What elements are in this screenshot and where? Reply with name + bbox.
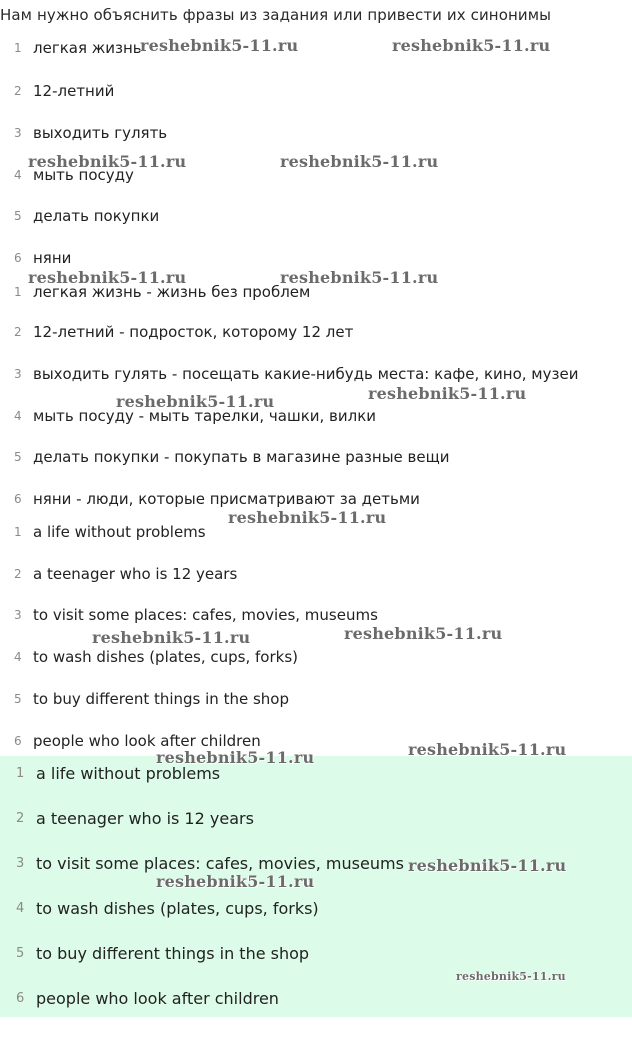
watermark-text: reshebnik5-11.ru — [140, 36, 299, 55]
item-text: a life without problems — [33, 523, 206, 541]
item-number: 4 — [16, 900, 25, 916]
item-number: 1 — [14, 41, 22, 55]
item-number: 1 — [16, 765, 25, 781]
item-number: 6 — [14, 734, 22, 748]
item-text: to wash dishes (plates, cups, forks) — [36, 898, 319, 918]
item-text: to visit some places: cafes, movies, museums — [33, 606, 378, 624]
item-text: 12-летний - подросток, которому 12 лет — [33, 323, 354, 341]
item-text: a teenager who is 12 years — [33, 565, 238, 583]
watermark-text: reshebnik5-11.ru — [344, 624, 503, 643]
item-text: легкая жизнь — [33, 39, 142, 57]
item-text: a teenager who is 12 years — [36, 808, 254, 828]
item-text: выходить гулять - посещать какие-нибудь места: кафе, кино, музеи — [33, 365, 579, 383]
item-text: делать покупки — [33, 207, 160, 225]
item-number: 3 — [14, 126, 22, 140]
watermark-text: reshebnik5-11.ru — [408, 740, 567, 759]
item-text: to wash dishes (plates, cups, forks) — [33, 648, 298, 666]
item-text: няни - люди, которые присматривают за детьми — [33, 490, 420, 508]
watermark-text: reshebnik5-11.ru — [280, 152, 439, 171]
watermark-text: reshebnik5-11.ru — [156, 872, 315, 891]
watermark-text: reshebnik5-11.ru — [368, 384, 527, 403]
item-text: people who look after children — [36, 988, 279, 1008]
watermark-text: reshebnik5-11.ru — [116, 392, 275, 411]
watermark-text: reshebnik5-11.ru — [92, 628, 251, 647]
watermark-text: reshebnik5-11.ru — [408, 856, 567, 875]
item-number: 3 — [16, 855, 25, 871]
intro-text: Нам нужно объяснить фразы из задания или привести их синонимы — [0, 6, 552, 24]
watermark-text: reshebnik5-11.ru — [456, 970, 566, 983]
item-number: 4 — [14, 409, 22, 423]
item-number: 5 — [14, 450, 22, 464]
item-number: 6 — [14, 492, 22, 506]
item-text: to buy different things in the shop — [36, 943, 310, 963]
item-number: 3 — [14, 367, 22, 381]
watermark-text: reshebnik5-11.ru — [228, 508, 387, 527]
item-number: 6 — [16, 990, 25, 1006]
item-number: 4 — [14, 650, 22, 664]
watermark-text: reshebnik5-11.ru — [156, 748, 315, 767]
watermark-text: reshebnik5-11.ru — [392, 36, 551, 55]
item-number: 1 — [14, 525, 22, 539]
watermark-text: reshebnik5-11.ru — [280, 268, 439, 287]
item-number: 2 — [14, 567, 22, 581]
watermark-text: reshebnik5-11.ru — [28, 152, 187, 171]
item-number: 2 — [14, 325, 22, 339]
item-text: легкая жизнь - жизнь без проблем — [33, 283, 311, 301]
item-text: мыть посуду — [33, 166, 134, 184]
item-number: 5 — [14, 692, 22, 706]
item-text: people who look after children — [33, 732, 261, 750]
item-number: 5 — [14, 209, 22, 223]
item-number: 5 — [16, 945, 25, 961]
item-text: to buy different things in the shop — [33, 690, 289, 708]
item-text: выходить гулять — [33, 124, 168, 142]
item-text: няни — [33, 249, 72, 267]
item-number: 2 — [16, 810, 25, 826]
item-number: 4 — [14, 168, 22, 182]
item-text: делать покупки - покупать в магазине разные вещи — [33, 448, 450, 466]
item-number: 2 — [14, 84, 22, 98]
item-text: a life without problems — [36, 763, 221, 783]
item-number: 3 — [14, 608, 22, 622]
watermark-text: reshebnik5-11.ru — [28, 268, 187, 287]
item-text: мыть посуду - мыть тарелки, чашки, вилки — [33, 407, 377, 425]
item-number: 6 — [14, 251, 22, 265]
item-number: 1 — [14, 285, 22, 299]
item-text: 12-летний — [33, 82, 115, 100]
item-text: to visit some places: cafes, movies, museums — [36, 853, 404, 873]
